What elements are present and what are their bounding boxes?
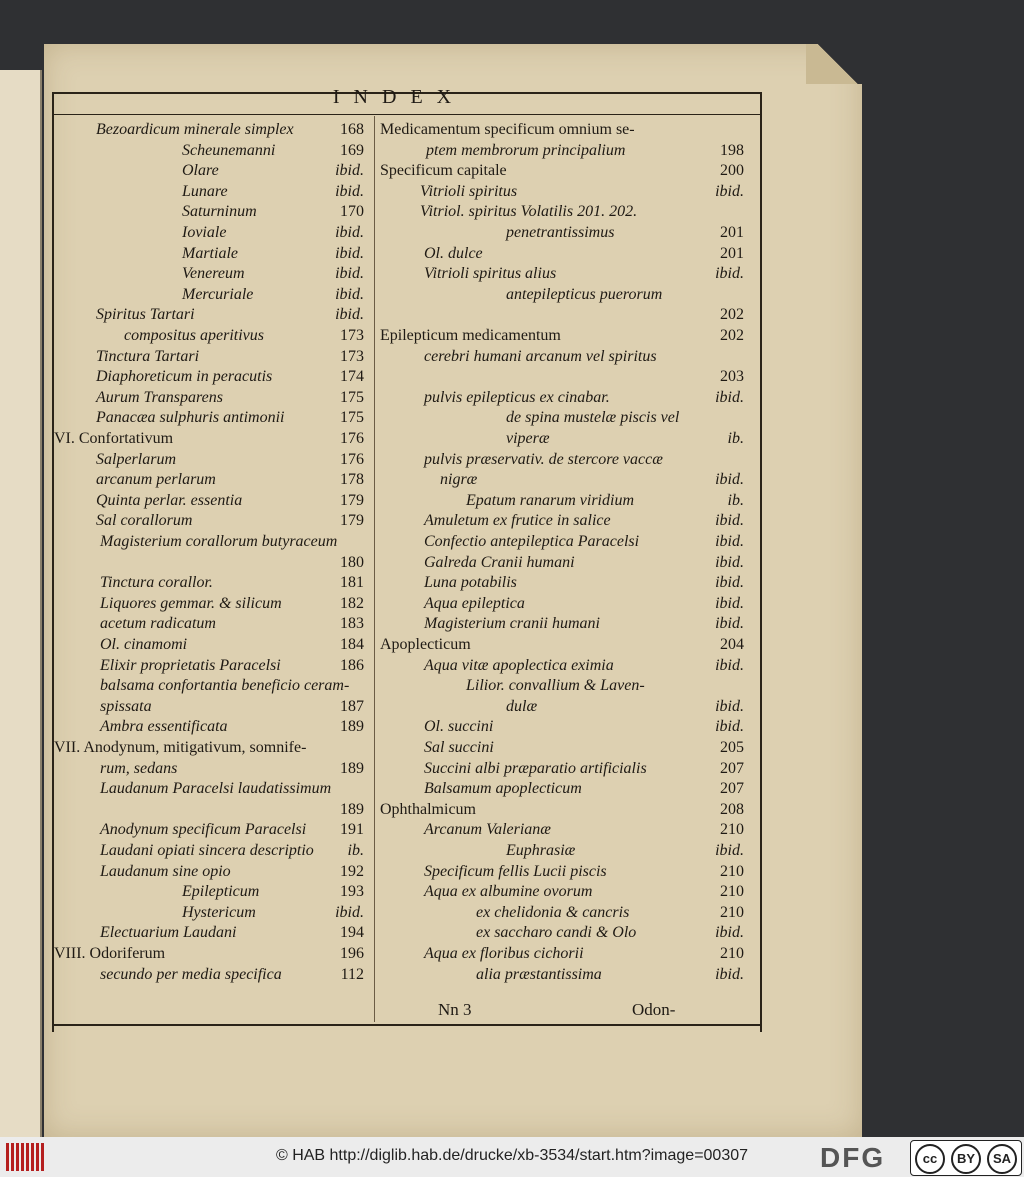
index-entry-page: 208 (720, 800, 744, 818)
index-entry-page: 202 (720, 306, 744, 324)
index-entry-text: ptem membrorum principalium (426, 141, 626, 159)
index-entry-page: 186 (340, 656, 364, 674)
index-entry-text: acetum radicatum (100, 615, 216, 633)
index-entry-page: ibid. (715, 182, 744, 200)
index-entry-text: Anodynum specificum Paracelsi (100, 821, 307, 839)
index-entry-text: Elixir proprietatis Paracelsi (100, 656, 281, 674)
index-entry-text: Saturninum (182, 203, 257, 221)
index-entry-text: VIII. Odoriferum (54, 945, 166, 962)
index-entry-text: compositus aperitivus (124, 327, 264, 344)
index-entry-page: ibid. (715, 924, 744, 942)
index-entry-page: 193 (340, 883, 364, 901)
index-entry-text: Epatum ranarum viridium (466, 491, 634, 509)
index-entry-text: Specificum capitale (380, 162, 507, 180)
index-entry-text: VII. Anodynum, mitigativum, somnife- (54, 739, 307, 756)
index-entry-page: 210 (720, 862, 744, 880)
index-entry-text: Arcanum Valerianæ (424, 821, 551, 839)
index-entry-page: 204 (720, 636, 744, 653)
index-entry-page: ibid. (715, 388, 744, 406)
index-entry-page: 178 (340, 471, 364, 489)
index-entry-page: 194 (340, 924, 364, 942)
index-entry-page: 173 (340, 347, 364, 365)
index-entry-page: ibid. (715, 697, 744, 715)
index-entry-text: Ol. cinamomi (100, 636, 188, 653)
index-entry-page: 210 (720, 903, 744, 921)
index-entry-text: Lilior. convallium & Laven- (466, 677, 645, 695)
index-entry-text: Confectio antepileptica Paracelsi (424, 533, 640, 550)
index-entry-page: ibid. (335, 224, 364, 241)
index-entry-page: ibid. (715, 965, 744, 983)
index-entry-text: Liquores gemmar. & silicum (100, 594, 282, 612)
index-entry-page: 179 (340, 512, 364, 530)
index-entry-text: Vitriol. spiritus Volatilis 201. 202. (420, 203, 638, 221)
index-entry-text: penetrantissimus (506, 224, 615, 241)
index-entry-text: Diaphoreticum in peracutis (96, 368, 273, 386)
index-entry-text: secundo per media specifica (100, 965, 282, 983)
cc-license-badge[interactable] (910, 1140, 1022, 1176)
index-entry-text: arcanum perlarum (96, 471, 216, 489)
index-entry-page: ibid. (715, 656, 744, 674)
index-entry-page: ibid. (715, 553, 744, 571)
index-entry-text: Ambra essentificata (100, 718, 228, 736)
index-entry-page: 210 (720, 821, 744, 839)
index-entry-text: Spiritus Tartari (96, 306, 195, 324)
index-entry-page: ibid. (335, 182, 364, 200)
index-entry-text: Tinctura Tartari (96, 347, 200, 365)
index-entry-text: Specificum fellis Lucii piscis (424, 862, 607, 880)
index-entry-text: Galreda Cranii humani (424, 553, 575, 571)
index-entry-page: ib. (727, 491, 744, 509)
index-entry-page: 180 (340, 553, 364, 571)
index-entry-text: Ioviale (182, 224, 227, 241)
index-entry-text: Sal corallorum (96, 512, 193, 530)
index-entry-page: 169 (340, 141, 364, 159)
index-entry-text: nigræ (440, 471, 478, 489)
index-entry-page: 168 (340, 121, 364, 138)
index-entry-text: Epilepticum (182, 883, 260, 901)
index-entry-text: Aqua vitæ apoplectica eximia (424, 656, 614, 674)
index-entry-page: 173 (340, 327, 364, 344)
bottom-rule (52, 1024, 762, 1026)
index-entry-page: 176 (340, 450, 364, 468)
cc-icon: cc (915, 1144, 945, 1174)
index-entry-text: Martiale (182, 244, 238, 262)
page-title: INDEX (332, 86, 466, 108)
index-entry-text: Aqua ex floribus cichorii (424, 945, 584, 962)
index-entry-page: 170 (340, 203, 364, 221)
index-entry-page: 202 (720, 327, 744, 344)
index-entry-page: 189 (340, 718, 364, 736)
index-entry-text: VI. Confortativum (54, 430, 174, 447)
index-entry-page: 175 (340, 388, 364, 406)
index-entry-page: 174 (340, 368, 364, 386)
index-entry-text: Aurum Transparens (96, 388, 223, 406)
index-entry-text: spissata (100, 697, 152, 715)
index-entry-text: cerebri humani arcanum vel spiritus (424, 347, 657, 365)
index-entry-text: Epilepticum medicamentum (380, 327, 561, 344)
index-entry-text: Panacæa sulphuris antimonii (96, 409, 285, 427)
index-entry-text: Tinctura corallor. (100, 574, 213, 592)
index-entry-text: de spina mustelæ piscis vel (506, 409, 680, 427)
index-entry-page: 207 (720, 780, 744, 798)
index-entry-page: ibid. (335, 265, 364, 283)
index-entry-text: Salperlarum (96, 450, 176, 468)
index-entry-page: 189 (340, 759, 364, 777)
index-entry-text: Magisterium corallorum butyraceum (100, 533, 338, 550)
index-entry-page: 201 (720, 244, 744, 262)
index-entry-text: Balsamum apoplecticum (424, 780, 582, 798)
index-entry-page: 183 (340, 615, 364, 633)
catchword: Odon- (632, 1000, 676, 1019)
index-entry-page: 192 (340, 862, 364, 880)
viewer-bar (0, 1137, 1024, 1177)
by-icon: BY (951, 1144, 981, 1174)
index-entry-text: Lunare (182, 182, 228, 200)
index-entry-page: ibid. (335, 162, 364, 180)
index-entry-page: 112 (340, 965, 364, 983)
sa-icon: SA (987, 1144, 1017, 1174)
index-entry-text: Laudanum Paracelsi laudatissimum (100, 780, 332, 798)
index-entry-page: 210 (720, 945, 744, 962)
index-entry-text: Vitrioli spiritus alius (424, 265, 557, 283)
index-entry-page: ibid. (715, 615, 744, 633)
source-url[interactable]: © HAB http://diglib.hab.de/drucke/xb-3534/start.htm?image=00307 (275, 1147, 749, 1164)
index-entry-text: Ol. dulce (424, 244, 483, 262)
index-entry-text: Laudani opiati sincera descriptio (100, 842, 314, 859)
index-entry-page: 182 (340, 594, 364, 612)
index-entry-page: ibid. (715, 574, 744, 592)
index-entry-text: ex saccharo candi & Olo (476, 924, 637, 942)
index-entry-page: ibid. (335, 903, 364, 921)
index-entry-page: 179 (340, 491, 364, 509)
index-entry-page: 198 (720, 141, 744, 159)
index-entry-page: 207 (720, 759, 744, 777)
index-entry-text: dulæ (506, 697, 538, 715)
index-entry-page: ibid. (715, 512, 744, 530)
dfg-logo[interactable]: DFG (820, 1142, 886, 1173)
index-entry-text: ex chelidonia & cancris (476, 903, 630, 921)
index-entry-page: 201 (720, 224, 744, 241)
index-entry-text: Medicamentum specificum omnium se- (380, 121, 635, 138)
index-entry-text: Ophthalmicum (380, 800, 476, 818)
index-entry-text: alia præstantissima (476, 965, 602, 983)
index-entry-text: Sal succini (424, 739, 494, 756)
index-entry-page: 191 (340, 821, 364, 839)
index-entry-text: Bezoardicum minerale simplex (96, 121, 294, 138)
index-entry-page: 181 (340, 574, 364, 592)
index-entry-text: Ol. succini (424, 718, 494, 736)
index-entry-text: Laudanum sine opio (100, 862, 231, 880)
index-entry-text: Electuarium Laudani (100, 924, 237, 942)
index-entry-text: Quinta perlar. essentia (96, 491, 243, 509)
index-entry-text: Succini albi præparatio artificialis (424, 759, 647, 777)
index-entry-page: 203 (720, 368, 744, 386)
index-entry-page: ibid. (715, 718, 744, 736)
column-divider (374, 116, 375, 1022)
index-entry-text: antepilepticus puerorum (506, 285, 663, 303)
index-entry-text: Scheunemanni (182, 141, 276, 159)
index-entry-text: Amuletum ex frutice in salice (424, 512, 611, 530)
index-entry-page: ibid. (335, 306, 364, 324)
index-entry-page: ibid. (715, 594, 744, 612)
index-entry-page: 210 (720, 883, 744, 901)
index-entry-page: ibid. (715, 533, 744, 550)
index-entry-text: rum, sedans (100, 759, 178, 777)
index-entry-page: 187 (340, 697, 364, 715)
index-entry-page: 184 (340, 636, 364, 653)
index-entry-page: 205 (720, 739, 744, 756)
index-entry-text: Olare (182, 162, 219, 180)
index-entry-text: Mercuriale (182, 285, 254, 303)
index-entry-page: 196 (340, 945, 364, 962)
index-entry-page: 176 (340, 430, 364, 447)
book-page (44, 44, 862, 1137)
index-entry-text: Aqua ex albumine ovorum (424, 883, 593, 901)
index-entry-page: 175 (340, 409, 364, 427)
index-entry-page: ib. (727, 430, 744, 447)
index-entry-text: Hystericum (182, 903, 256, 921)
signature-mark: Nn 3 (438, 1000, 472, 1019)
adjacent-page-edge (0, 70, 42, 1145)
index-entry-page: 200 (720, 162, 744, 180)
folded-corner (806, 44, 862, 84)
title-rule (52, 114, 762, 115)
index-entry-text: pulvis epilepticus ex cinabar. (424, 388, 610, 406)
index-entry-page: 189 (340, 800, 364, 818)
index-entry-page: ibid. (335, 285, 364, 303)
index-entry-text: viperæ (506, 430, 550, 447)
index-entry-text: Magisterium cranii humani (424, 615, 600, 633)
index-entry-text: Aqua epileptica (424, 594, 525, 612)
index-entry-text: Luna potabilis (424, 574, 517, 592)
index-entry-page: ibid. (335, 244, 364, 262)
index-entry-text: balsama confortantia beneficio ceram- (100, 677, 350, 695)
index-entry-page: ib. (347, 842, 364, 859)
index-entry-text: pulvis præservativ. de stercore vaccæ (424, 450, 663, 468)
page-frame (52, 92, 762, 1032)
index-entry-text: Vitrioli spiritus (420, 182, 518, 200)
index-entry-page: ibid. (715, 265, 744, 283)
index-entry-page: ibid. (715, 842, 744, 859)
index-entry-text: Venereum (182, 265, 245, 283)
index-entry-text: Apoplecticum (380, 636, 471, 653)
index-entry-text: Euphrasiæ (506, 842, 576, 859)
index-entry-page: ibid. (715, 471, 744, 489)
